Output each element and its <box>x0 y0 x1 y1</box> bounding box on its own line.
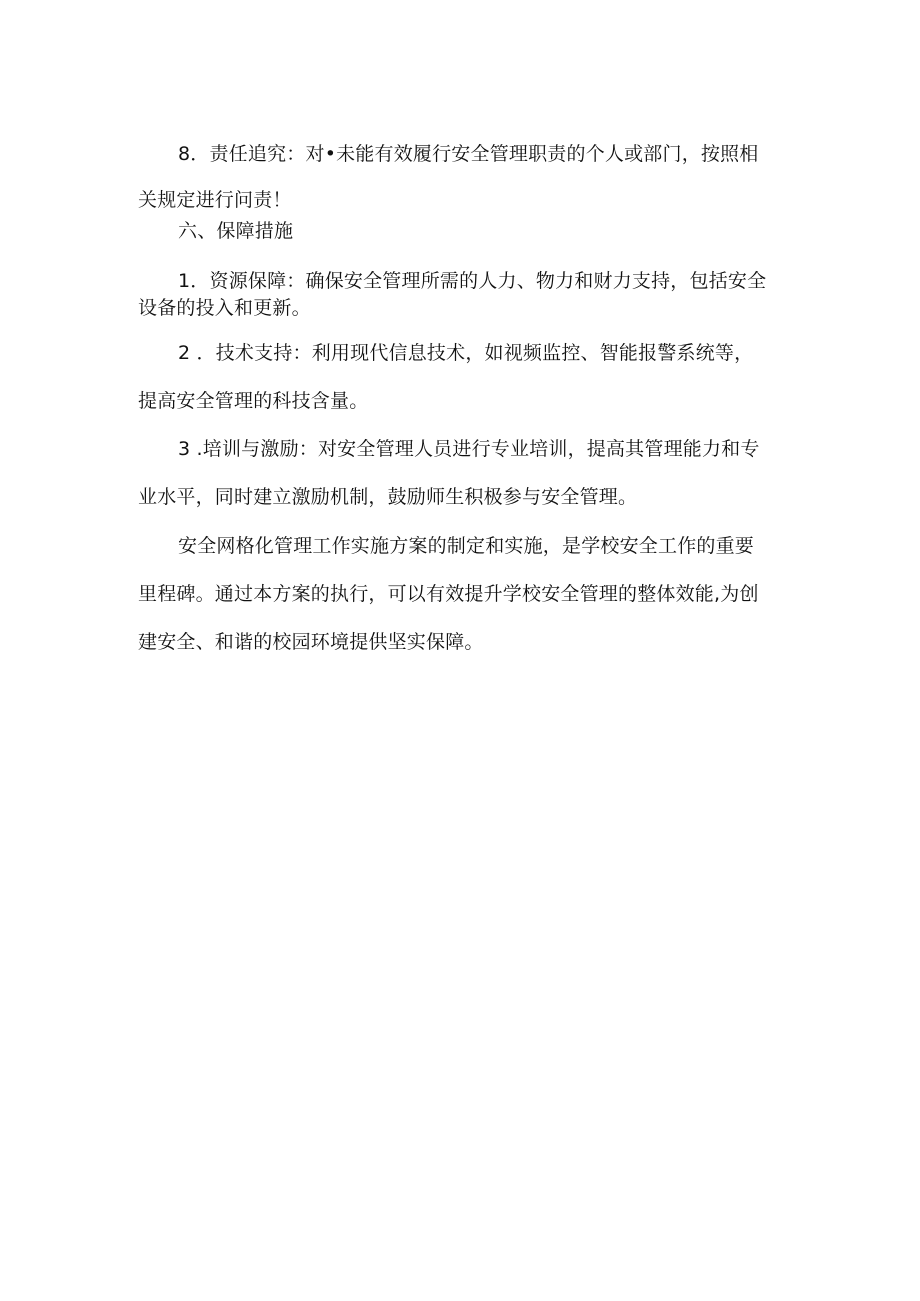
item8-line2: 关规定进行问责！ <box>138 189 292 211</box>
item1-line1: 1．资源保障：确保安全管理所需的人力、物力和财力支持，包括安全 <box>178 270 767 292</box>
item2-line2: 提高安全管理的科技含量。 <box>138 390 369 412</box>
item3-line2: 业水平，同时建立激励机制，鼓励师生积极参与安全管理。 <box>138 486 638 508</box>
item1-line2: 设备的投入和更新。 <box>138 297 311 319</box>
conclusion-line2: 里程碑。通过本方案的执行，可以有效提升学校安全管理的整体效能,为创 <box>138 583 759 605</box>
section6-heading: 六、保障措施 <box>178 220 294 242</box>
conclusion-line1: 安全网格化管理工作实施方案的制定和实施，是学校安全工作的重要 <box>178 535 755 557</box>
item8-line1: 8．责任追究：对•未能有效履行安全管理职责的个人或部门，按照相 <box>178 143 759 165</box>
item3-line1: 3 .培训与激励：对安全管理人员进行专业培训，提高其管理能力和专 <box>178 438 760 460</box>
conclusion-line3: 建安全、和谐的校园环境提供坚实保障。 <box>138 631 484 653</box>
item2-line1: 2 ．技术支持：利用现代信息技术，如视频监控、智能报警系统等， <box>178 342 754 364</box>
